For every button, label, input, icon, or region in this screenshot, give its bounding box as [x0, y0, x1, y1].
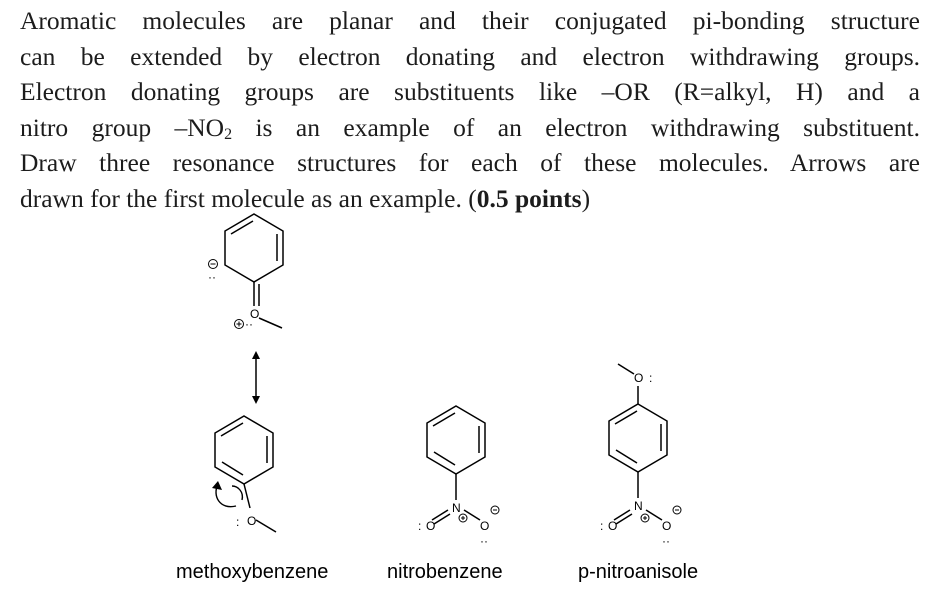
nitrogen-label: N [634, 499, 643, 513]
lone-pair: : [418, 519, 422, 533]
line6-start: drawn for the first molecule as an example. ( [20, 183, 477, 213]
methyl-bond [259, 318, 282, 328]
line4-start: nitro group –NO [20, 112, 225, 142]
line6-end: ) [581, 183, 591, 213]
lone-pair: : [600, 519, 604, 533]
oxygen-label: O [250, 307, 260, 321]
lone-pair: : [236, 515, 240, 529]
resonance-structure [208, 214, 283, 331]
cyclohexadiene-ring [225, 214, 283, 282]
oxygen-label: O [634, 371, 644, 385]
methyl-bond [256, 520, 276, 532]
caption-nitrobenzene: nitrobenzene [387, 561, 503, 583]
c-o-bond [244, 484, 250, 508]
oxygen-label: O [480, 519, 490, 533]
nitrobenzene-structure [418, 406, 499, 548]
p-nitroanisole-structure [600, 364, 681, 548]
methoxybenzene-structure [212, 416, 276, 532]
benzene-ring [609, 404, 667, 472]
line4-end: is an example of an electron withdrawing substituent. [232, 112, 920, 142]
oxygen-label: O [662, 519, 672, 533]
question-line-3: Electron donating groups are substituents like –OR (R=alkyl, H) and a [20, 77, 920, 106]
nitrogen-label: N [452, 501, 461, 515]
benzene-ring [427, 406, 485, 474]
caption-p-nitroanisole: p-nitroanisole [578, 561, 699, 583]
lone-pair: : [649, 371, 653, 385]
points-label: 0.5 points [476, 183, 582, 213]
caption-methoxybenzene: methoxybenzene [176, 561, 329, 583]
question-line-1: Aromatic molecules are planar and their conjugated pi-bonding structure [20, 6, 920, 35]
oxygen-label: O [426, 519, 436, 533]
lone-pair: ·· [208, 270, 216, 284]
oxygen-label: O [247, 514, 257, 528]
question-line-5: Draw three resonance structures for each of these molecules. Arrows are [20, 148, 920, 177]
methyl-bond [618, 364, 634, 374]
lone-pair: ·· [245, 317, 253, 331]
question-line-2: can be extended by electron donating and electron withdrawing groups. [20, 41, 920, 71]
oxygen-label: O [608, 519, 618, 533]
subscript-2: 2 [224, 125, 233, 143]
ring-double-bond-1 [231, 221, 253, 234]
lone-pair: ·· [662, 534, 670, 548]
lone-pair: ·· [480, 534, 488, 548]
benzene-ring [215, 416, 273, 484]
